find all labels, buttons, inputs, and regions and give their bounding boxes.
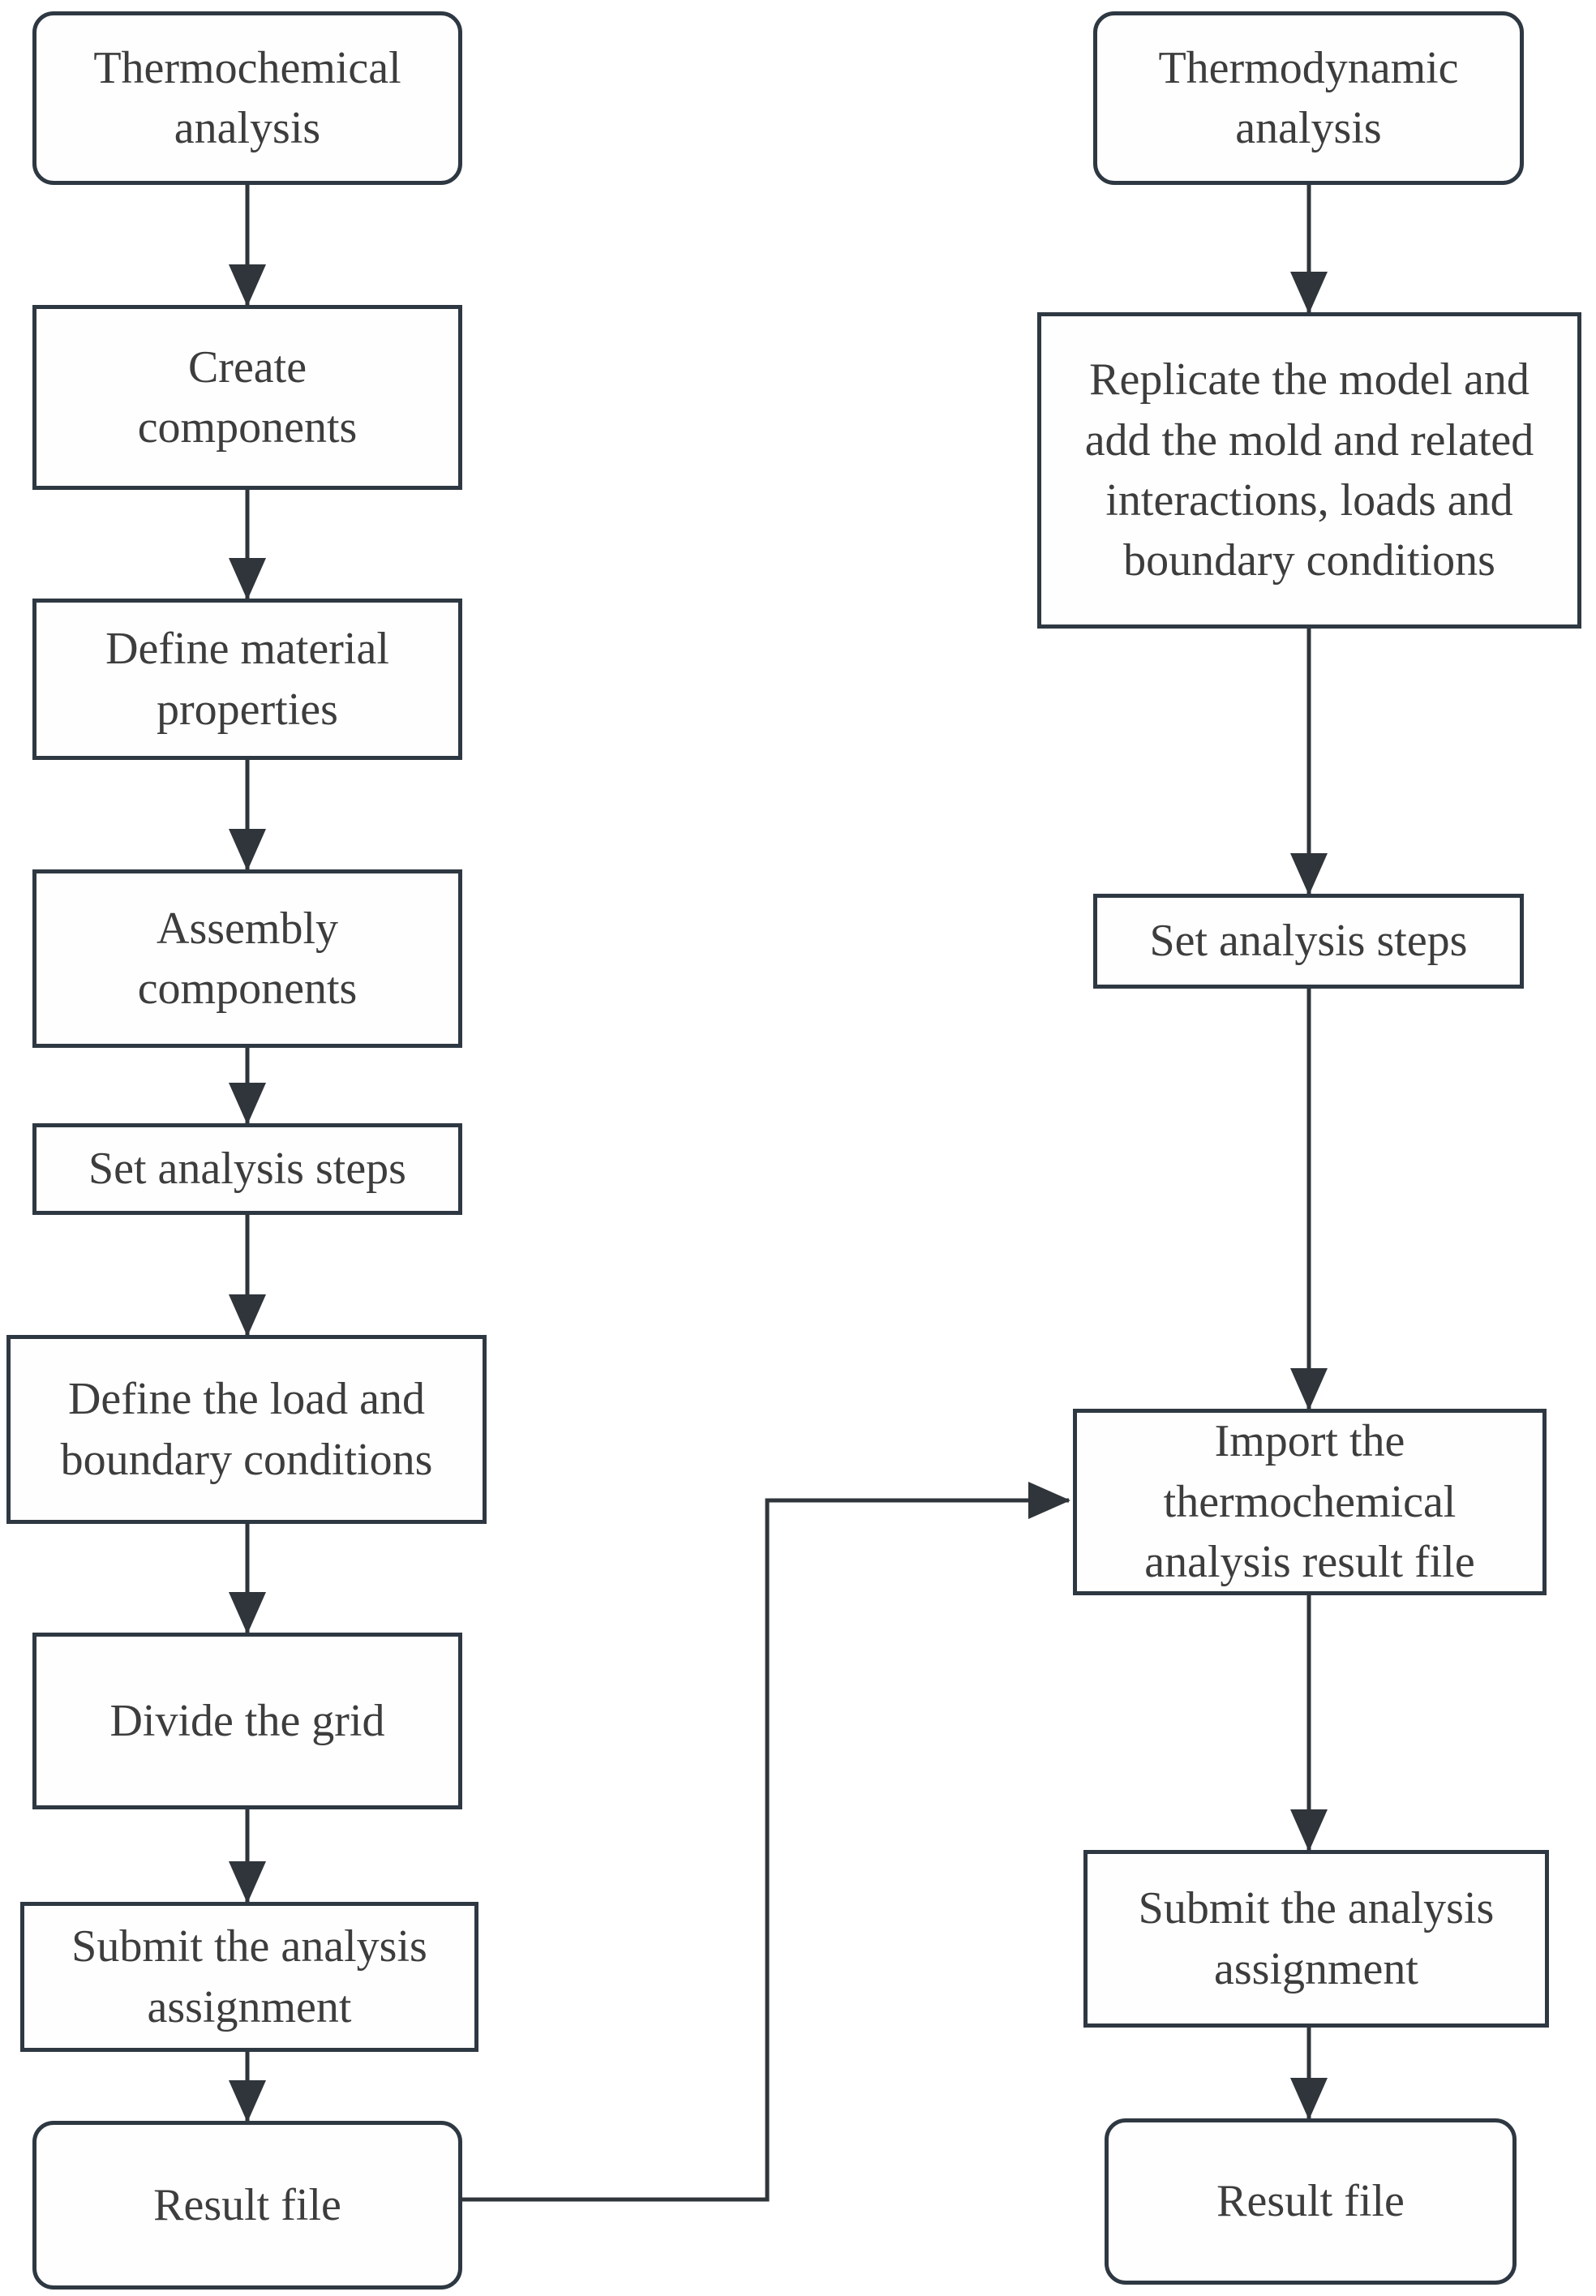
node-label: Thermochemical analysis [93,42,401,153]
node-submit-analysis-assignment-right [1083,1850,1549,2028]
node-label: Set analysis steps [88,1144,406,1195]
node-thermochemical-analysis [32,11,462,185]
node-result-file [32,2121,462,2290]
node-replicate-model [1037,312,1581,629]
node-set-analysis-steps-right [1093,894,1524,989]
node-label: Result file [153,2179,341,2230]
connector-result-to-import [462,1500,1069,2199]
node-label: Create components [137,341,358,453]
node-assembly-components [32,869,462,1048]
node-label: Submit the analysis assignment [71,1921,427,2032]
node-result-file-right [1105,2118,1517,2285]
node-label: Define the load and boundary conditions [60,1374,433,1485]
node-label: Assembly components [137,903,358,1014]
node-label: Result file [1216,2176,1405,2227]
node-set-analysis-steps [32,1123,462,1215]
node-label: Import the thermochemical analysis result file [1144,1416,1475,1588]
node-label: Define material properties [105,624,389,735]
node-label: Replicate the model and add the mold and related interactions, loads and boundary conditions [1084,354,1534,586]
node-divide-grid [32,1633,462,1809]
node-create-components [32,305,462,490]
node-import-thermochemical-result-file [1073,1409,1547,1595]
node-submit-analysis-assignment [20,1902,478,2052]
node-define-material-properties [32,599,462,760]
node-label: Thermodynamic analysis [1158,42,1459,153]
node-thermodynamic-analysis [1093,11,1524,185]
node-define-load-boundary-conditions [6,1335,487,1524]
node-label: Submit the analysis assignment [1138,1883,1495,1994]
node-label: Divide the grid [109,1695,385,1746]
node-label: Set analysis steps [1149,916,1468,967]
